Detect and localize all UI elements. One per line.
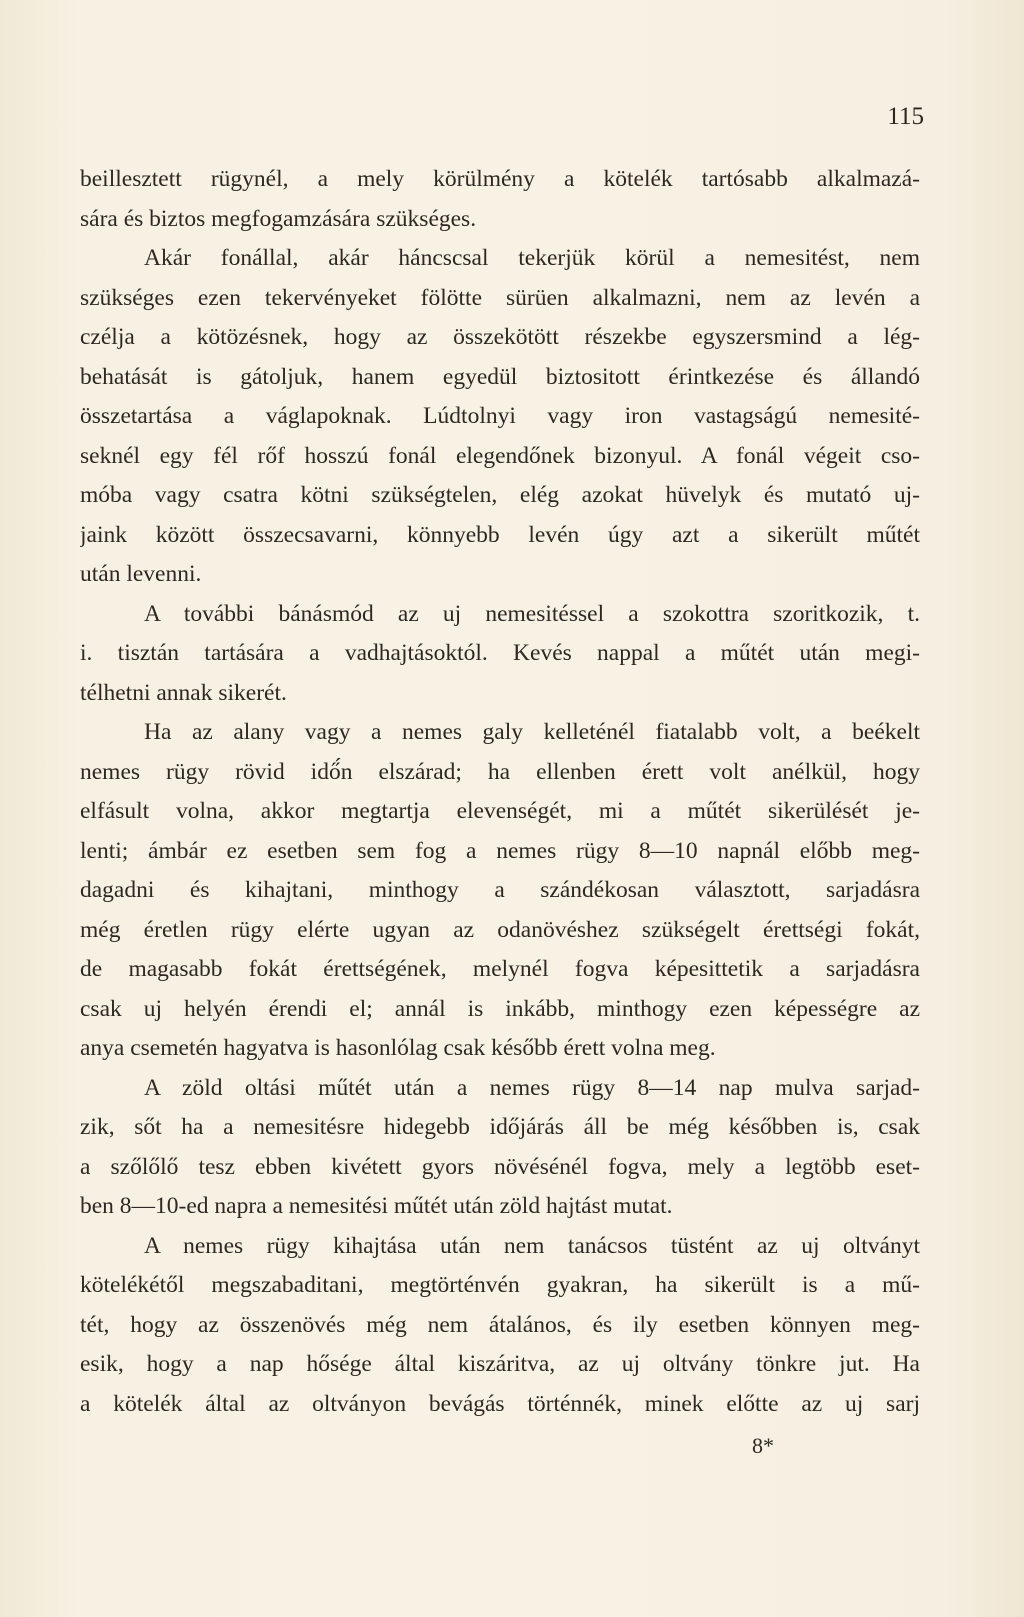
- text-line: tét, hogy az összenövés még nem átalános, és ily esetben könnyen meg-: [80, 1311, 920, 1338]
- text-line: még éretlen rügy elérte ugyan az odanövéshez szükségelt érettségi fokát,: [80, 916, 920, 943]
- text-line: után levenni.: [80, 561, 202, 587]
- text-line: a kötelék által az oltványon bevágás történnék, minek előtte az uj sarj: [80, 1390, 920, 1417]
- text-line: szükséges ezen tekervényeket fölötte sürüen alkalmazni, nem az levén a: [80, 284, 920, 311]
- text-line: A további bánásmód az uj nemesitéssel a szokottra szoritkozik, t.: [144, 600, 920, 627]
- text-line: esik, hogy a nap hősége által kiszáritva, az uj oltvány tönkre jut. Ha: [80, 1351, 920, 1377]
- text-line: A nemes rügy kihajtása után nem tanácsos tüstént az uj oltványt: [144, 1232, 920, 1259]
- text-line: csak uj helyén érendi el; annál is inkább, minthogy ezen képességre az: [80, 995, 920, 1022]
- text-line: móba vagy csatra kötni szükségtelen, elég azokat hüvelyk és mutató uj-: [80, 482, 920, 508]
- text-line: zik, sőt ha a nemesitésre hidegebb időjárás áll be még későbben is, csak: [80, 1114, 920, 1140]
- text-line: elfásult volna, akkor megtartja elevenségét, mi a műtét sikerülését je-: [80, 798, 920, 824]
- text-line: i. tisztán tartására a vadhajtásoktól. Kevés nappal a műtét után megi-: [80, 640, 920, 666]
- text-line: behatását is gátoljuk, hanem egyedül biztositott érintkezése és állandó: [80, 363, 920, 390]
- text-line: A zöld oltási műtét után a nemes rügy 8—14 nap mulva sarjad-: [144, 1074, 920, 1101]
- text-line: Akár fonállal, akár háncscsal tekerjük körül a nemesitést, nem: [144, 245, 920, 271]
- text-line: anya csemetén hagyatva is hasonlólag csak később érett volna meg.: [80, 1035, 716, 1061]
- text-line: sára és biztos megfogamzására szükséges.: [80, 205, 477, 232]
- text-line: Ha az alany vagy a nemes galy kelleténél fiatalabb volt, a beékelt: [144, 719, 920, 745]
- text-line: kötelékétől megszabaditani, megtörténvén gyakran, ha sikerült is a mű-: [80, 1272, 920, 1298]
- text-line: nemes rügy rövid idő́n elszárad; ha ellenben érett volt anélkül, hogy: [80, 758, 920, 785]
- text-line: seknél egy fél rőf hosszú fonál elegendőnek bizonyul. A fonál végeit cso-: [80, 442, 920, 469]
- text-line: dagadni és kihajtani, minthogy a szándékosan választott, sarjadásra: [80, 877, 920, 903]
- text-line: lenti; ámbár ez esetben sem fog a nemes rügy 8—10 napnál előbb meg-: [80, 837, 920, 864]
- signature-mark: 8*: [752, 1433, 774, 1458]
- text-line: összetartása a váglapoknak. Lúdtolnyi vagy iron vastagságú nemesité-: [80, 403, 920, 429]
- body-text: [80, 160, 920, 1424]
- text-line: de magasabb fokát érettségének, melynél fogva képesittetik a sarjadásra: [80, 956, 920, 982]
- text-line: a szőlőlő tesz ebben kivétett gyors növésénél fogva, mely a legtöbb eset-: [80, 1153, 920, 1180]
- text-line: ben 8—10-ed napra a nemesitési műtét után zöld hajtást mutat.: [80, 1193, 673, 1219]
- text-line: jaink között összecsavarni, könnyebb levén úgy azt a sikerült műtét: [80, 521, 920, 548]
- text-line: beillesztett rügynél, a mely körülmény a kötelék tartósabb alkalmazá-: [80, 166, 920, 192]
- page-number: 115: [887, 103, 924, 130]
- text-line: czélja a kötözésnek, hogy az összekötött részekbe egyszersmind a lég-: [80, 324, 920, 350]
- text-line: télhetni annak sikerét.: [80, 679, 287, 706]
